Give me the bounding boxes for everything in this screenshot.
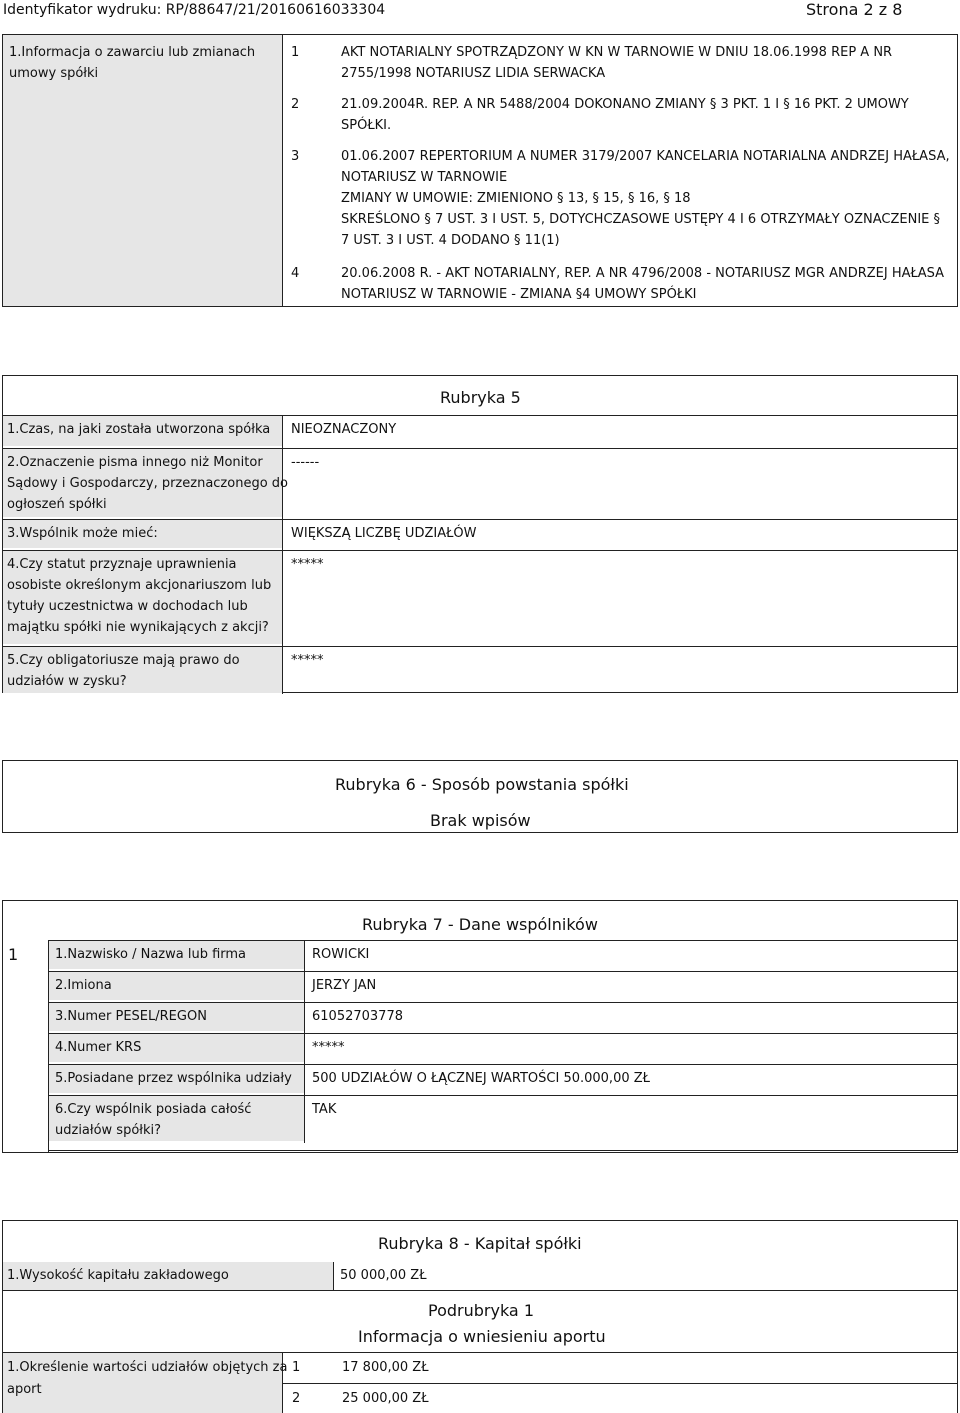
divider	[304, 971, 305, 1002]
entry-text-line: 2755/1998 NOTARIUSZ LIDIA SERWACKA	[341, 66, 606, 81]
aport-label-line-1: 1.Określenie wartości udziałów objętych za	[7, 1360, 288, 1375]
row-value: 500 UDZIAŁÓW O ŁĄCZNEJ WARTOŚCI 50.000,00 ZŁ	[312, 1071, 650, 1086]
entry-text-line: SKREŚLONO § 7 UST. 3 I UST. 5, DOTYCHCZASOWE USTĘPY 4 I 6 OTRZYMAŁY OZNACZENIE §	[341, 212, 940, 227]
row-value: JERZY JAN	[312, 978, 377, 993]
row-label: tytuły uczestnictwa w dochodach lub	[7, 599, 248, 614]
divider	[3, 415, 958, 416]
row-label: majątku spółki nie wynikających z akcji?	[7, 620, 269, 635]
divider	[304, 1002, 305, 1033]
rubryka6-empty-note: Brak wpisów	[430, 811, 531, 830]
row-label: 4.Numer KRS	[55, 1040, 142, 1055]
aport-entry-num: 2	[292, 1391, 301, 1406]
divider	[48, 1002, 958, 1003]
row-value: TAK	[312, 1102, 337, 1117]
divider	[3, 448, 958, 449]
entry-text-line: NOTARIUSZ W TARNOWIE	[341, 170, 508, 185]
divider	[333, 1262, 334, 1291]
aport-label-line-2: aport	[7, 1382, 42, 1397]
divider	[282, 550, 283, 646]
aport-entry-value: 25 000,00 ZŁ	[342, 1391, 429, 1406]
row-value: *****	[291, 653, 324, 668]
entry-text-line: NOTARIUSZ W TARNOWIE - ZMIANA §4 UMOWY SPÓŁKI	[341, 287, 697, 302]
divider	[3, 646, 958, 647]
aport-entry-num: 1	[292, 1360, 301, 1375]
entry-text-line: SPÓŁKI.	[341, 118, 392, 133]
entry-text-line: AKT NOTARIALNY SPOTRZĄDZONY W KN W TARNOWIE W DNIU 18.06.1998 REP A NR	[341, 45, 893, 60]
row-label: 3.Numer PESEL/REGON	[55, 1009, 207, 1024]
entry-number: 4	[291, 266, 300, 281]
partner-number: 1	[8, 945, 19, 964]
row-value: NIEOZNACZONY	[291, 422, 397, 437]
row-label: 5.Posiadane przez wspólnika udziały	[55, 1071, 292, 1086]
divider	[304, 1095, 305, 1143]
divider	[282, 646, 283, 694]
entry-text-line: 20.06.2008 R. - AKT NOTARIALNY, REP. A NR 4796/2008 - NOTARIUSZ MGR ANDRZEJ HAŁASA	[341, 266, 945, 281]
divider	[282, 1383, 958, 1384]
divider	[282, 519, 283, 550]
divider	[282, 415, 283, 448]
divider	[282, 34, 283, 307]
entry-number: 3	[291, 149, 300, 164]
entry-number: 1	[291, 45, 300, 60]
divider	[48, 1033, 958, 1034]
divider	[3, 1352, 958, 1353]
entry-text-line: 21.09.2004R. REP. A NR 5488/2004 DOKONANO ZMIANY § 3 PKT. 1 I § 16 PKT. 2 UMOWY	[341, 97, 909, 112]
rubryka7-title: Rubryka 7 - Dane wspólników	[362, 915, 598, 934]
divider	[304, 940, 305, 971]
print-identifier: Identyfikator wydruku: RP/88647/21/20160616033304	[3, 2, 386, 18]
divider	[3, 519, 958, 520]
row-label: 2.Imiona	[55, 978, 112, 993]
entry-text-line: ZMIANY W UMOWIE: ZMIENIONO § 13, § 15, § 16, § 18	[341, 191, 691, 206]
rubryka5-title: Rubryka 5	[440, 388, 521, 407]
rubryka6-title: Rubryka 6 - Sposób powstania spółki	[335, 775, 629, 794]
divider	[304, 1064, 305, 1095]
entry-text-line: 01.06.2007 REPERTORIUM A NUMER 3179/2007 KANCELARIA NOTARIALNA ANDRZEJ HAŁASA,	[341, 149, 950, 164]
subsection-subtitle: Informacja o wniesieniu aportu	[358, 1327, 606, 1346]
divider	[304, 1033, 305, 1064]
row-value: *****	[291, 557, 324, 572]
row-label: osobiste określonym akcjonariuszom lub	[7, 578, 272, 593]
divider	[48, 1095, 958, 1096]
row-label: 6.Czy wspólnik posiada całość	[55, 1102, 252, 1117]
row-label: 1.Nazwisko / Nazwa lub firma	[55, 947, 247, 962]
capital-label: 1.Wysokość kapitału zakładowego	[7, 1268, 229, 1283]
divider	[48, 1150, 958, 1151]
subsection-title: Podrubryka 1	[428, 1301, 534, 1320]
row-value: ------	[291, 455, 320, 470]
capital-value: 50 000,00 ZŁ	[340, 1268, 427, 1283]
aport-entry-value: 17 800,00 ZŁ	[342, 1360, 429, 1375]
agreement-label: 1.Informacja o zawarciu lub zmianach umowy spółki	[9, 45, 256, 81]
row-label: udziałów w zysku?	[7, 674, 127, 689]
row-label: 4.Czy statut przyznaje uprawnienia	[7, 557, 237, 572]
row-label: 5.Czy obligatoriusze mają prawo do	[7, 653, 240, 668]
entry-text-line: 7 UST. 3 I UST. 4 DODANO § 11(1)	[341, 233, 560, 248]
row-value: *****	[312, 1040, 345, 1055]
divider	[3, 550, 958, 551]
row-label: 1.Czas, na jaki została utworzona spółka	[7, 422, 271, 437]
page-number: Strona 2 z 8	[806, 0, 903, 19]
row-value: WIĘKSZĄ LICZBĘ UDZIAŁÓW	[291, 526, 477, 541]
row-label: Sądowy i Gospodarczy, przeznaczonego do	[7, 476, 288, 491]
divider	[48, 1064, 958, 1065]
rubryka8-title: Rubryka 8 - Kapitał spółki	[378, 1234, 582, 1253]
row-label: 3.Wspólnik może mieć:	[7, 526, 158, 541]
row-value: 61052703778	[312, 1009, 403, 1024]
divider	[48, 971, 958, 972]
row-label: ogłoszeń spółki	[7, 497, 107, 512]
divider	[3, 1290, 958, 1291]
row-label: udziałów spółki?	[55, 1123, 162, 1138]
row-value: ROWICKI	[312, 947, 370, 962]
entry-number: 2	[291, 97, 300, 112]
divider	[48, 940, 958, 941]
row-label: 2.Oznaczenie pisma innego niż Monitor	[7, 455, 263, 470]
